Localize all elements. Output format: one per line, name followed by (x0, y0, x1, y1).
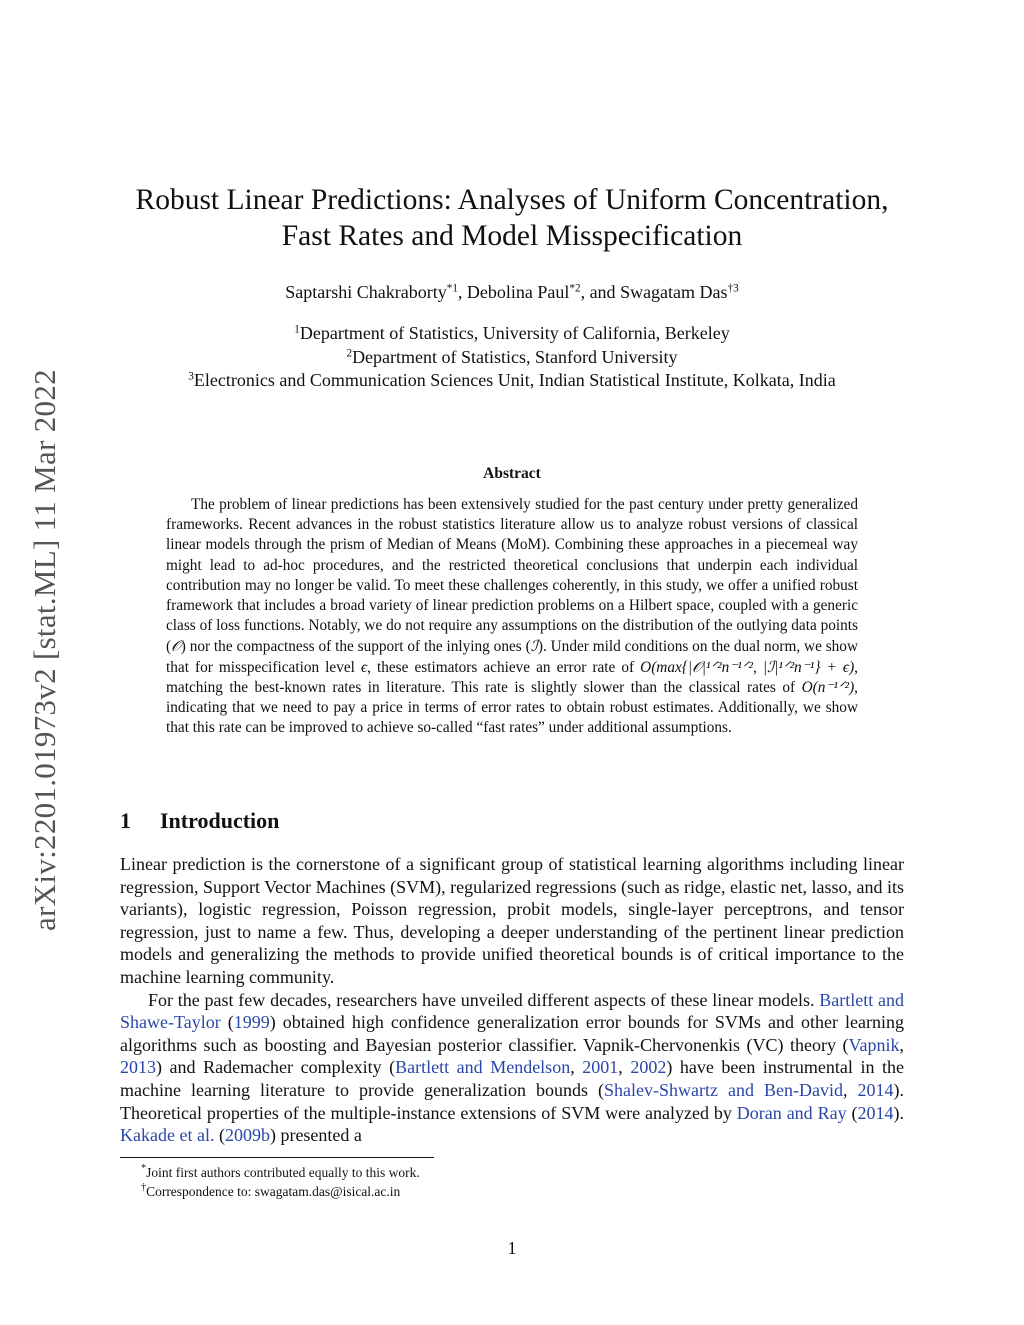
citation-year-link[interactable]: 2001 (582, 1057, 619, 1078)
citation-year-link[interactable]: 2002 (630, 1057, 667, 1078)
abstract-text: The problem of linear predictions has been extensively studied for the past century under pretty generalized frameworks. Recent advances in the robust statistics literature allow us to analyze robust versions of classical linear models through the prism of Median of Means (MoM). Combining these approaches in a piecemeal way might lead to ad-hoc procedures, and the restricted theoretical conclusions that underpin each individual contribution may no longer be valid. To meet these challenges coherently, in this study, we offer a unified robust framework that includes a broad variety of linear prediction problems on a Hilbert space, coupled with a generic class of loss functions. Notably, we do not require any assumptions on the distribution of the outlying data points ( (166, 496, 858, 656)
author-separator: , and (580, 282, 621, 302)
affiliation-text: Electronics and Communication Sciences Unit, Indian Statistical Institute, Kolkata, India (193, 370, 836, 390)
author-mark: †3 (727, 282, 739, 295)
citation-link[interactable]: Bartlett and Mendelson (395, 1057, 571, 1078)
author-mark: *2 (569, 282, 581, 295)
author-name: Swagatam Das (620, 282, 728, 302)
outlier-set-symbol: 𝒪 (171, 637, 181, 656)
footnote-mark: * (141, 1162, 147, 1174)
author-mark: *1 (446, 282, 458, 295)
intro-text: ) obtained high confidence generalization error bounds for SVMs and other learning algorithms such as boosting and Bayesian posterior classifier. Vapnik-Chervonenkis (VC) theory ( (120, 1012, 904, 1055)
title-line-1: Robust Linear Predictions: Analyses of Uniform Concentration, (135, 184, 889, 216)
citation-year-link[interactable]: 1999 (233, 1012, 270, 1033)
classical-rate-formula: O(n⁻¹ᐟ²) (801, 678, 855, 696)
abstract-body (166, 495, 858, 738)
footnote-mark: † (141, 1181, 147, 1193)
footnote-divider (120, 1157, 434, 1158)
affiliation-mark: 3 (188, 370, 194, 383)
author-list (120, 282, 904, 303)
author-name: Saptarshi Chakraborty (285, 282, 447, 302)
citation-link[interactable]: Vapnik (848, 1034, 900, 1055)
footnotes (141, 1163, 420, 1201)
affiliation-mark: 2 (346, 346, 353, 359)
footnote-text: Joint first authors contributed equally to this work. (146, 1165, 420, 1180)
intro-text: ( (846, 1102, 858, 1123)
intro-paragraph-2 (120, 989, 904, 1147)
intro-text: , (899, 1034, 904, 1055)
affiliation-text: Department of Statistics, Stanford University (352, 346, 678, 367)
section-heading (120, 808, 279, 834)
citation-year-link[interactable]: 2009b (224, 1125, 270, 1146)
intro-text: ) and Rademacher complexity ( (156, 1057, 396, 1078)
intro-paragraph-1: Linear prediction is the cornerstone of a significant group of statistical learning algorithms including linear regression, Support Vector Machines (SVM), regularized regressions (such as ridge, elastic net, lasso, and its variants), logistic regression, Poisson regression, probit models, single-layer perceptrons, and tensor regression, just to name a few. Thus, developing a deeper understanding of the pertinent linear prediction models and generalizing the methods to provide unified theoretical bounds is of critical importance to the machine learning community. (120, 854, 904, 987)
inlier-set-symbol: ℐ (530, 637, 538, 656)
intro-text: , (842, 1079, 858, 1100)
section-title: Introduction (160, 808, 280, 833)
citation-link[interactable]: Kakade et al. (120, 1125, 215, 1146)
intro-text: , (570, 1057, 583, 1078)
affiliation-text: Department of Statistics, University of California, Berkeley (299, 323, 730, 343)
citation-link[interactable]: Doran and Ray (736, 1102, 847, 1123)
abstract-text: , matching the best-known rates in literature. This rate is slightly slower than the classical rates of (166, 658, 858, 696)
page-number: 1 (507, 1238, 517, 1258)
abstract-text: ). Under mild conditions on the dual norm, we show that for misspecification level (166, 638, 859, 676)
error-rate-formula: O(max{|𝒪|¹ᐟ²n⁻¹ᐟ², |ℐ|¹ᐟ²n⁻¹} + ϵ) (640, 658, 855, 676)
citation-year-link[interactable]: 2014 (857, 1079, 894, 1100)
author-separator: , (457, 282, 467, 302)
intro-text: , (618, 1057, 631, 1078)
footnote (141, 1182, 420, 1201)
abstract-text: , these estimators achieve an error rate of (367, 658, 641, 676)
paper-title (120, 182, 904, 254)
introduction-body (120, 853, 904, 1147)
intro-text: For the past few decades, researchers have unveiled different aspects of these linear models. (148, 989, 820, 1010)
intro-text: ( (220, 1012, 234, 1033)
citation-link[interactable]: Bartlett and Shawe-Taylor (120, 989, 904, 1033)
citation-year-link[interactable]: 2014 (857, 1102, 894, 1123)
epsilon-symbol: ϵ (360, 658, 368, 676)
citation-year-link[interactable]: 2013 (120, 1057, 156, 1078)
citation-link[interactable]: Shalev-Shwartz and Ben-David (604, 1079, 843, 1100)
affiliation-mark: 1 (294, 323, 300, 336)
footnote-text: Correspondence to: swagatam.das@isical.ac.in (146, 1184, 401, 1199)
intro-text: ) presented a (269, 1125, 362, 1146)
affiliation (110, 322, 914, 346)
arxiv-identifier-stamp: arXiv:2201.01973v2 [stat.ML] 11 Mar 2022 (27, 369, 62, 931)
abstract-text: ) nor the compactness of the support of the inlying ones ( (180, 638, 531, 656)
author-name: Debolina Paul (466, 282, 570, 302)
affiliation (110, 369, 914, 393)
affiliation (110, 346, 914, 370)
intro-text: ) have been instrumental in the machine learning literature to provide generalization bounds ( (120, 1057, 905, 1100)
intro-text: ). (893, 1102, 904, 1123)
intro-text: ( (214, 1125, 225, 1146)
affiliations (110, 322, 914, 393)
title-line-2: Fast Rates and Model Misspecification (281, 220, 743, 252)
section-number: 1 (120, 808, 131, 833)
footnote (141, 1163, 420, 1182)
intro-text: ). Theoretical properties of the multiple-instance extensions of SVM were analyzed by (120, 1079, 905, 1123)
abstract-text: , indicating that we need to pay a price in terms of error rates to obtain robust estimates. Additionally, we show that this rate can be improved to achieve so-called “fast rates” under additional assumptions. (166, 678, 858, 737)
abstract-heading: Abstract (483, 465, 541, 482)
